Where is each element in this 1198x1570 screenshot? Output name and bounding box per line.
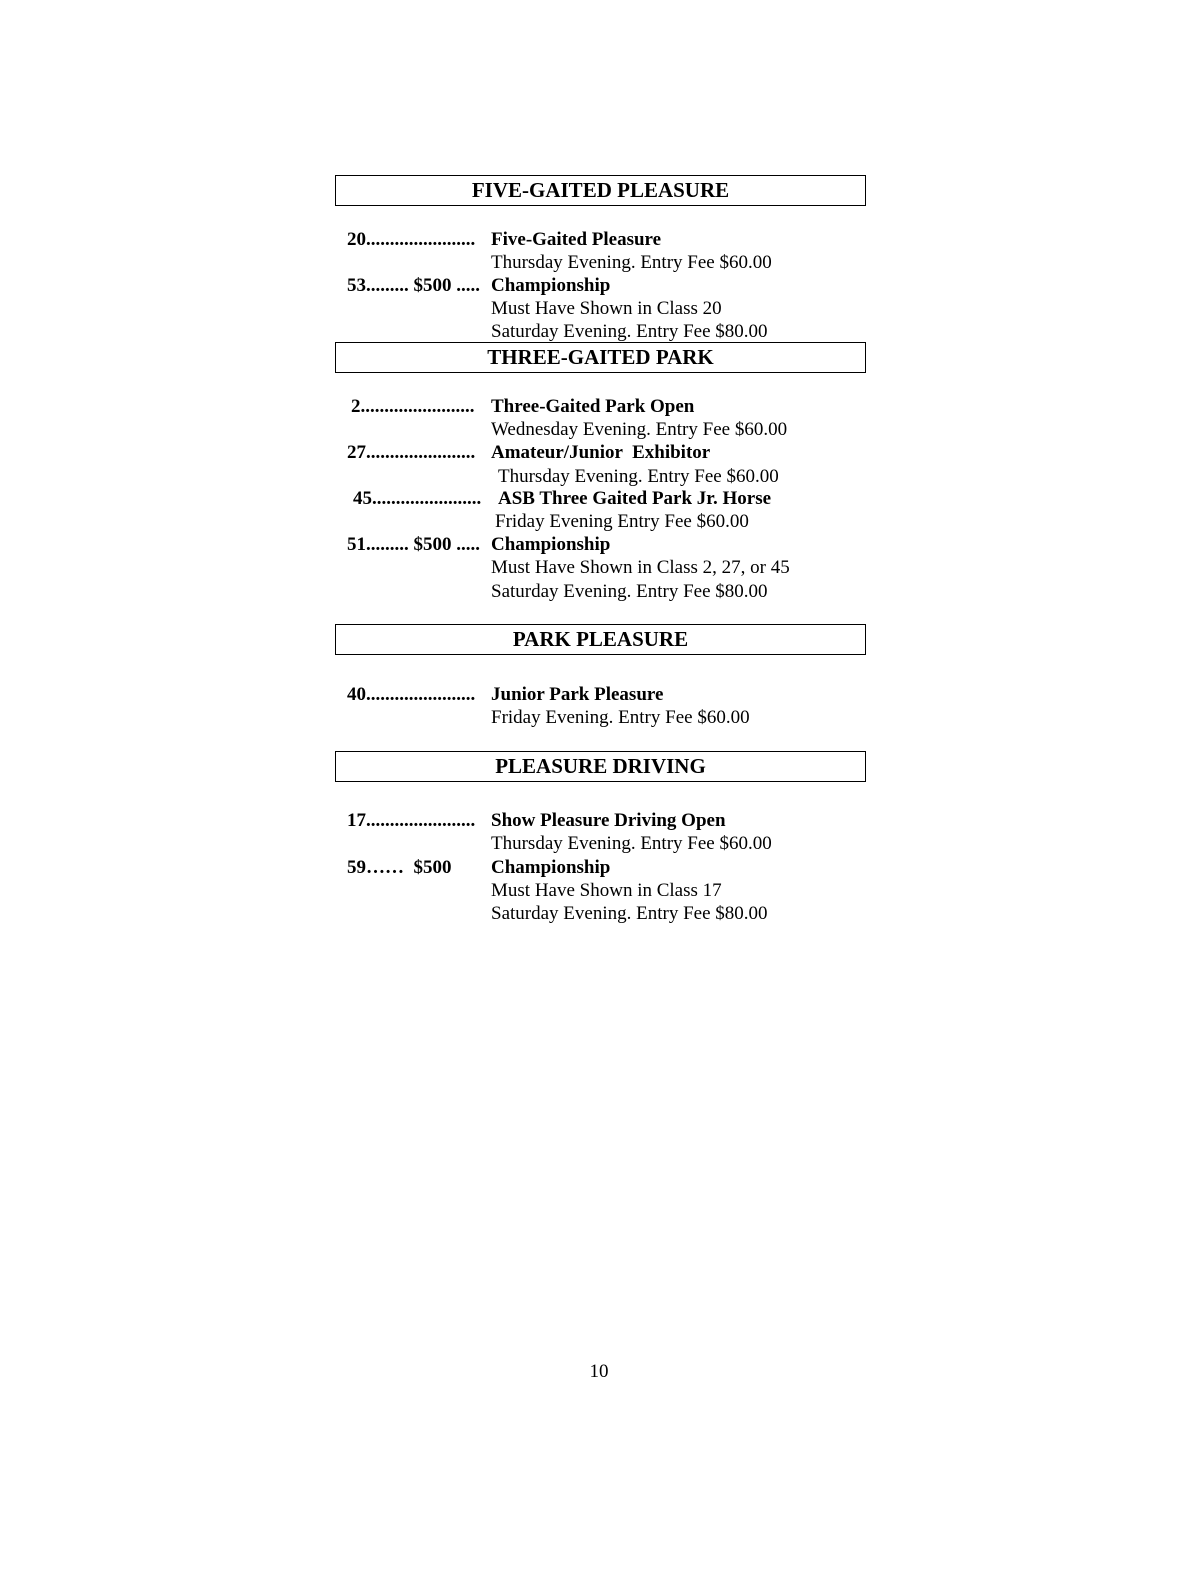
section-header-park-pleasure: PARK PLEASURE — [335, 624, 866, 655]
class-title-59: Championship — [491, 857, 611, 878]
class-info-27: Thursday Evening. Entry Fee $60.00 — [498, 466, 779, 487]
section-header-pleasure-driving: PLEASURE DRIVING — [335, 751, 866, 782]
class-title-2: Three-Gaited Park Open — [491, 396, 695, 417]
class-info-45: Friday Evening Entry Fee $60.00 — [495, 511, 749, 532]
class-requirement-51: Must Have Shown in Class 2, 27, or 45 — [491, 557, 790, 578]
class-title-40: Junior Park Pleasure — [491, 684, 664, 705]
class-info-59: Saturday Evening. Entry Fee $80.00 — [491, 903, 768, 924]
class-number-53: 53......... $500 ..... — [347, 275, 480, 296]
class-info-51: Saturday Evening. Entry Fee $80.00 — [491, 581, 768, 602]
class-number-27: 27....................... — [347, 442, 476, 463]
class-number-20: 20....................... — [347, 229, 476, 250]
section-header-three-gaited-park: THREE-GAITED PARK — [335, 342, 866, 373]
class-title-27: Amateur/Junior Exhibitor — [491, 442, 711, 463]
class-info-40: Friday Evening. Entry Fee $60.00 — [491, 707, 750, 728]
class-number-51: 51......... $500 ..... — [347, 534, 480, 555]
page-number: 10 — [589, 1361, 609, 1382]
class-info-53: Saturday Evening. Entry Fee $80.00 — [491, 321, 768, 342]
class-info-2: Wednesday Evening. Entry Fee $60.00 — [491, 419, 788, 440]
class-title-45: ASB Three Gaited Park Jr. Horse — [498, 488, 772, 509]
class-number-59: 59…… $500 — [347, 857, 452, 878]
class-number-45: 45....................... — [353, 488, 482, 509]
class-info-17: Thursday Evening. Entry Fee $60.00 — [491, 833, 772, 854]
class-title-17: Show Pleasure Driving Open — [491, 810, 726, 831]
class-info-20: Thursday Evening. Entry Fee $60.00 — [491, 252, 772, 273]
class-title-20: Five-Gaited Pleasure — [491, 229, 662, 250]
section-header-five-gaited-pleasure: FIVE-GAITED PLEASURE — [335, 175, 866, 206]
class-requirement-59: Must Have Shown in Class 17 — [491, 880, 722, 901]
class-title-53: Championship — [491, 275, 611, 296]
class-title-51: Championship — [491, 534, 611, 555]
class-requirement-53: Must Have Shown in Class 20 — [491, 298, 722, 319]
class-number-40: 40....................... — [347, 684, 476, 705]
class-number-2: 2........................ — [351, 396, 475, 417]
class-number-17: 17....................... — [347, 810, 476, 831]
